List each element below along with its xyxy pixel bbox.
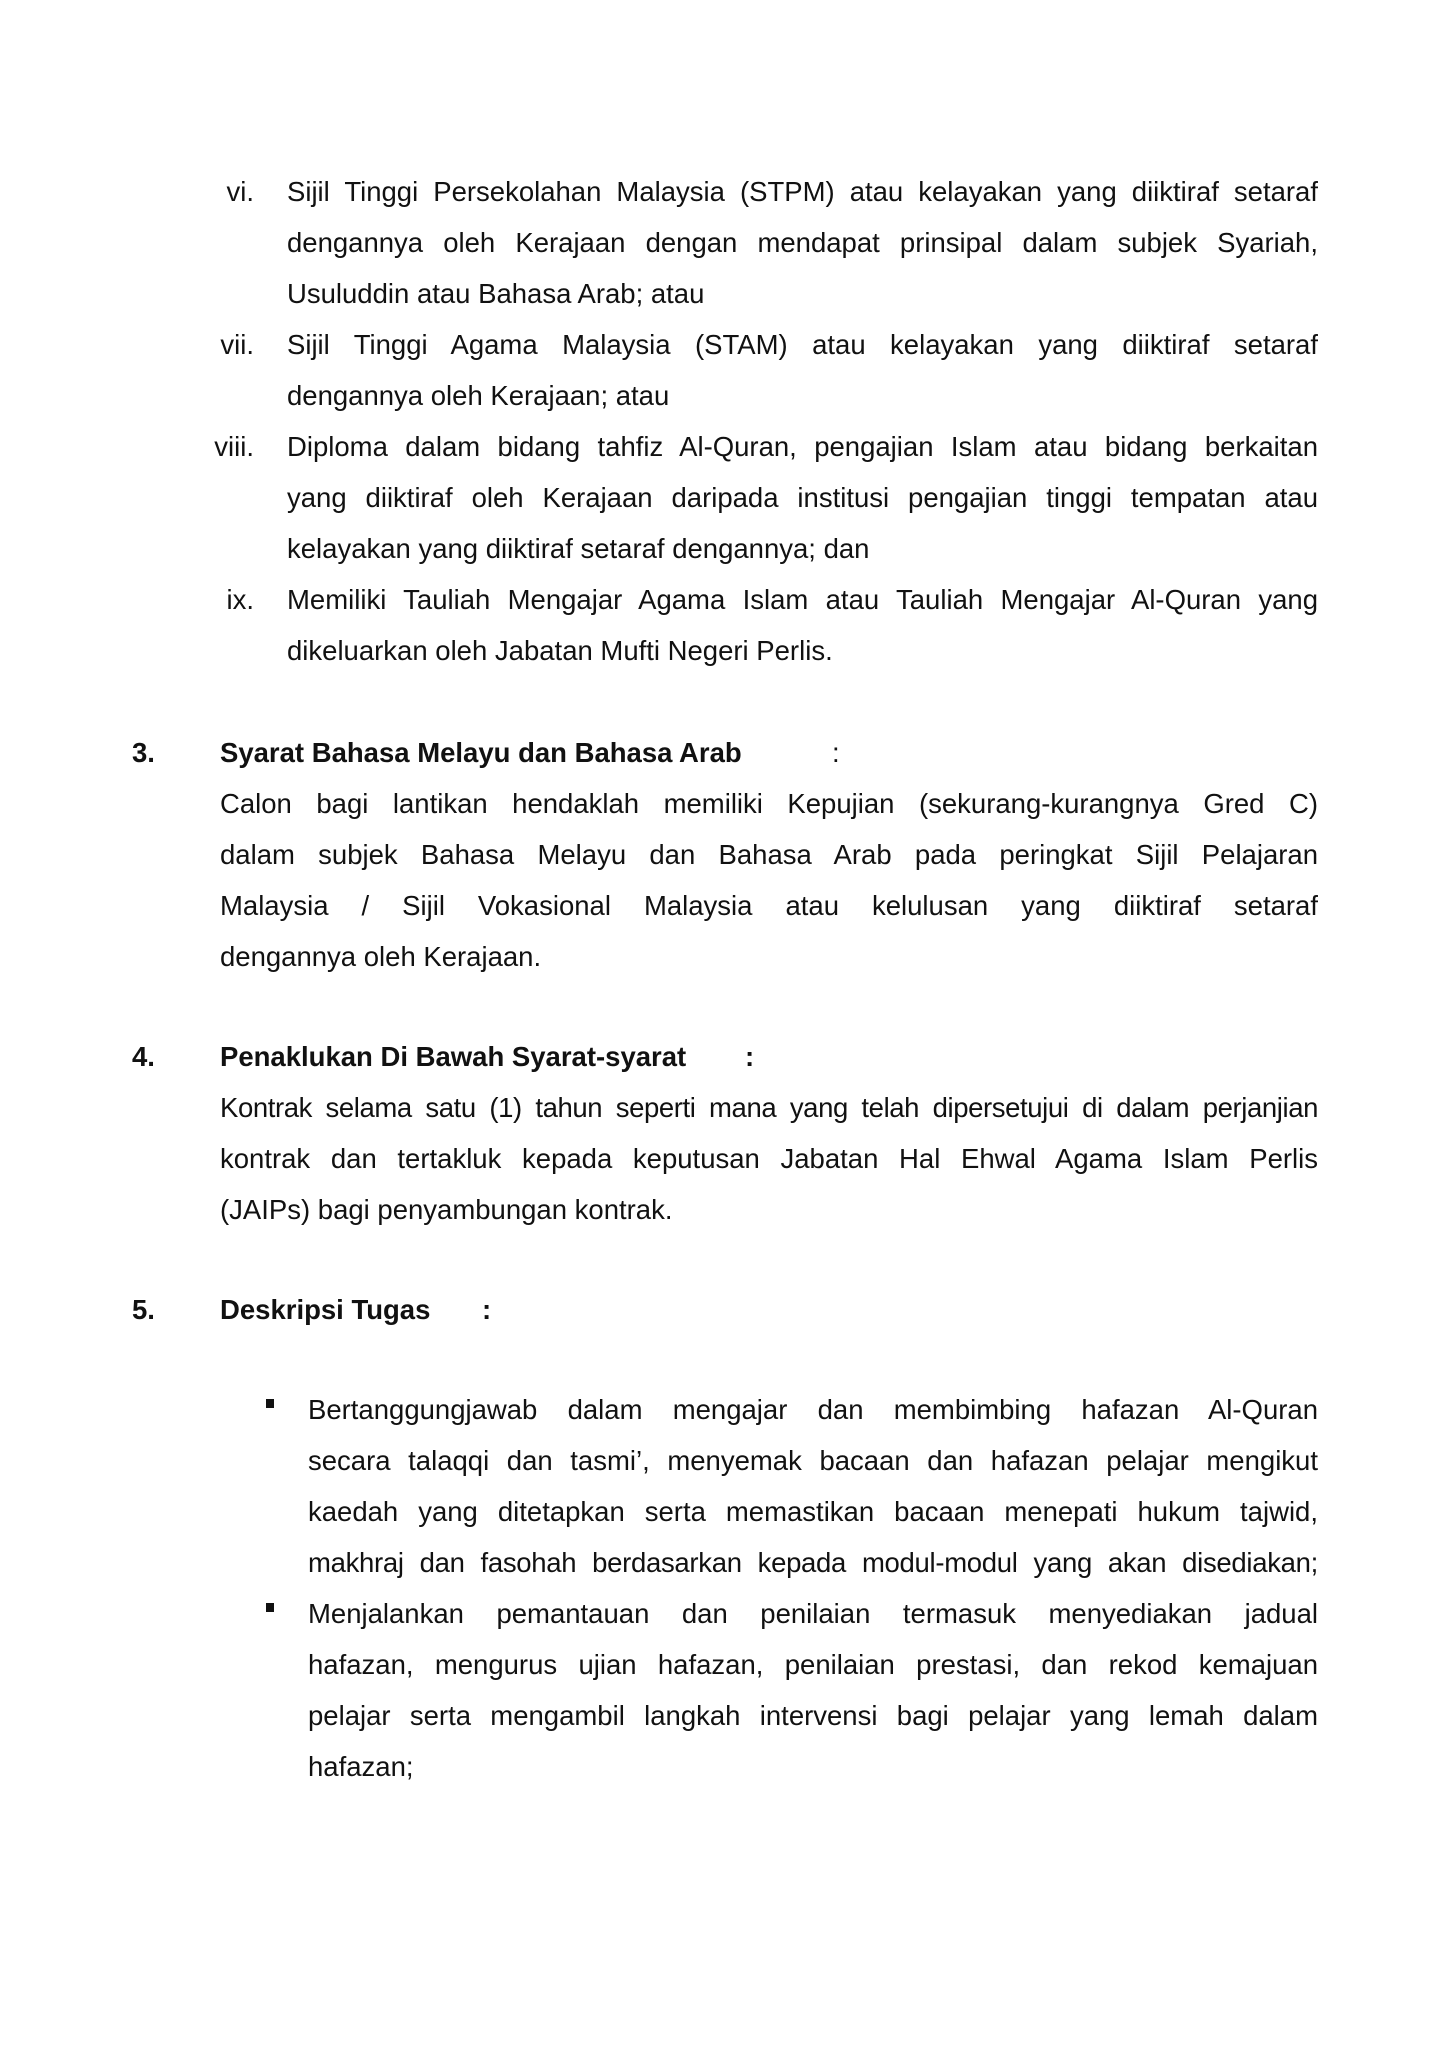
section-body-line: Calon bagi lantikan hendaklah memiliki Kepujian (sekurang-kurangnya Gred C)	[220, 788, 1318, 819]
section-body-line: Kontrak selama satu (1) tahun seperti mana yang telah dipersetujui di dalam perjanjian	[220, 1092, 1318, 1123]
section-number: 5.	[132, 1294, 155, 1325]
section-body-line: dengannya oleh Kerajaan.	[220, 941, 542, 972]
section-colon: :	[832, 737, 840, 768]
bullet-text-line: makhraj dan fasohah berdasarkan kepada modul-modul yang akan disediakan;	[308, 1547, 1318, 1578]
list-marker: vii.	[220, 329, 254, 360]
square-bullet-icon	[266, 1603, 274, 1612]
list-marker: ix.	[226, 584, 254, 615]
section-title: Deskripsi Tugas	[220, 1294, 431, 1325]
list-item-text-line: dengannya oleh Kerajaan; atau	[287, 380, 670, 411]
bullet-text-line: hafazan, mengurus ujian hafazan, penilaian prestasi, dan rekod kemajuan	[308, 1649, 1318, 1680]
section-title: Syarat Bahasa Melayu dan Bahasa Arab	[220, 737, 742, 768]
list-item-text-line: kelayakan yang diiktiraf setaraf dengannya; dan	[287, 533, 870, 564]
list-item-text-line: Sijil Tinggi Persekolahan Malaysia (STPM) atau kelayakan yang diiktiraf setaraf	[287, 176, 1318, 207]
section-body-line: (JAIPs) bagi penyambungan kontrak.	[220, 1194, 673, 1225]
section-number: 4.	[132, 1041, 155, 1072]
list-item-text-line: Diploma dalam bidang tahfiz Al-Quran, pengajian Islam atau bidang berkaitan	[287, 431, 1318, 462]
square-bullet-icon	[266, 1399, 274, 1408]
bullet-text-line: Menjalankan pemantauan dan penilaian termasuk menyediakan jadual	[308, 1598, 1318, 1629]
section-body-line: kontrak dan tertakluk kepada keputusan Jabatan Hal Ehwal Agama Islam Perlis	[220, 1143, 1318, 1174]
bullet-text-line: secara talaqqi dan tasmi’, menyemak bacaan dan hafazan pelajar mengikut	[308, 1445, 1318, 1476]
bullet-text-line: kaedah yang ditetapkan serta memastikan bacaan menepati hukum tajwid,	[308, 1496, 1318, 1527]
section-title: Penaklukan Di Bawah Syarat-syarat	[220, 1041, 687, 1072]
list-item-text-line: Memiliki Tauliah Mengajar Agama Islam atau Tauliah Mengajar Al-Quran yang	[287, 584, 1318, 615]
list-item-text-line: Sijil Tinggi Agama Malaysia (STAM) atau kelayakan yang diiktiraf setaraf	[287, 329, 1318, 360]
bullet-text-line: hafazan;	[308, 1751, 414, 1782]
section-body-line: dalam subjek Bahasa Melayu dan Bahasa Arab pada peringkat Sijil Pelajaran	[220, 839, 1318, 870]
list-marker: vi.	[226, 176, 254, 207]
section-body-line: Malaysia / Sijil Vokasional Malaysia atau kelulusan yang diiktiraf setaraf	[220, 890, 1318, 921]
list-marker: viii.	[214, 431, 254, 462]
list-item-text-line: dengannya oleh Kerajaan dengan mendapat prinsipal dalam subjek Syariah,	[287, 227, 1318, 258]
list-item-text-line: dikeluarkan oleh Jabatan Mufti Negeri Perlis.	[287, 635, 833, 666]
list-item-text-line: yang diiktiraf oleh Kerajaan daripada institusi pengajian tinggi tempatan atau	[287, 482, 1318, 513]
bullet-text-line: Bertanggungjawab dalam mengajar dan membimbing hafazan Al-Quran	[308, 1394, 1318, 1425]
section-colon: :	[482, 1294, 492, 1325]
section-colon: :	[745, 1041, 755, 1072]
bullet-text-line: pelajar serta mengambil langkah intervensi bagi pelajar yang lemah dalam	[308, 1700, 1318, 1731]
list-item-text-line: Usuluddin atau Bahasa Arab; atau	[287, 278, 705, 309]
section-number: 3.	[132, 737, 155, 768]
